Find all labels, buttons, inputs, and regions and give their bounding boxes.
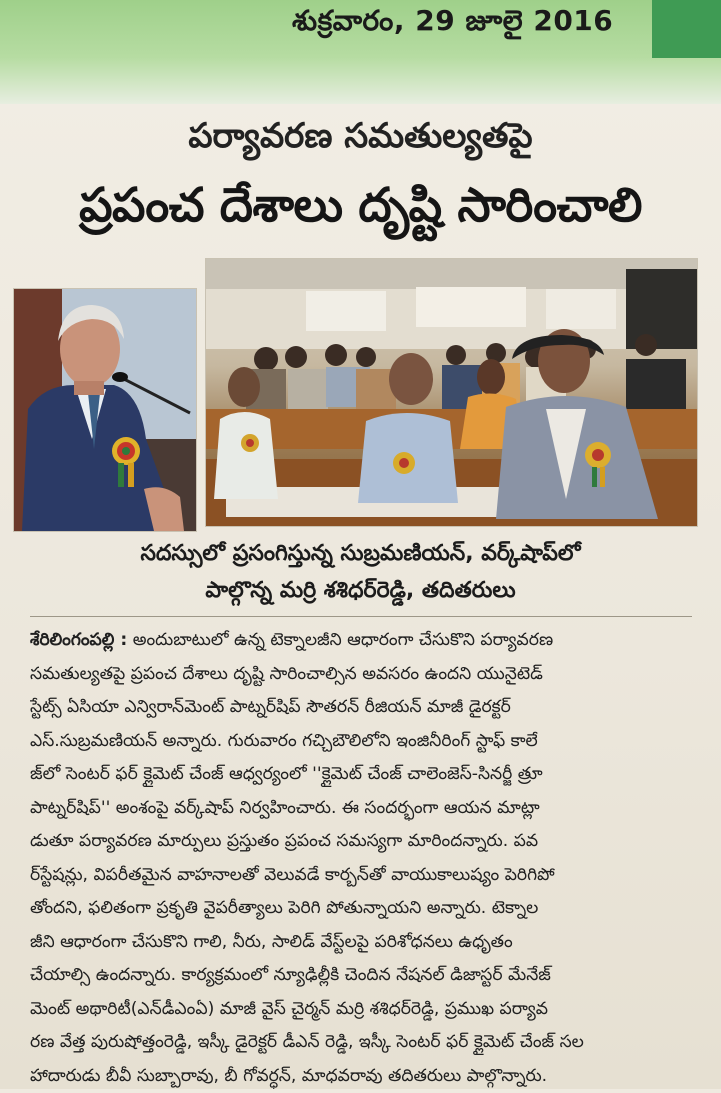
caption-divider: [30, 616, 692, 617]
publication-date: శుక్రవారం, 29 జూలై 2016: [292, 4, 613, 44]
article-line: జీని ఆధారంగా చేసుకొని గాలి, నీరు, సాలిడ్ వేస్ట్‌లపై పరిశోధనలు ఉధృతం: [30, 926, 695, 960]
workshop-audience-photo: [206, 259, 697, 526]
article-line: ర్‌స్టేషన్లు, విపరీతమైన వాహనాలతో వెలువడే కార్బన్‌తో వాయుకాలుష్యం పెరిగిపో: [30, 859, 695, 893]
article-line: పాట్నర్‌షిప్'' అంశంపై వర్క్‌షాప్ నిర్వహించారు. ఈ సందర్భంగా ఆయన మాట్లా: [30, 792, 695, 826]
article-line: డుతూ పర్యావరణ మార్పులు ప్రస్తుతం ప్రపంచ సమస్యగా మారిందన్నారు. పవ: [30, 825, 695, 859]
photo-caption-line-2: పాల్గొన్న మర్రి శశిధర్‌రెడ్డి, తదితరులు: [0, 578, 721, 608]
speaker-photo: [14, 289, 196, 531]
article-line: స్టేట్స్ ఏసియా ఎన్విరాన్‌మెంట్ పాట్నర్‌షిప్ సౌతరన్ రీజియన్ మాజీ డైరక్టర్: [30, 691, 695, 725]
headline: ప్రపంచ దేశాలు దృష్టి సారించాలి: [0, 178, 721, 244]
article-line: మెంట్ అథారిటీ(ఎన్‌డీఎంఏ) మాజీ వైస్ చైర్మన్ మర్రి శశిధర్‌రెడ్డి, ప్రముఖ పర్యావ: [30, 993, 695, 1027]
header-accent-block: [652, 0, 721, 58]
article-line: జ్‌లో సెంటర్ ఫర్ క్లైమెట్ చేంజ్ ఆధ్వర్యంలో ''క్లైమెట్ చేంజ్ చాలెంజెస్-సినర్జీ త్రూ: [30, 758, 695, 792]
article-line: రణ వేత్త పురుషోత్తంరెడ్డి, ఇస్కీ డైరెక్టర్ డీఎన్ రెడ్డి, ఇస్కీ సెంటర్ ఫర్ క్లైమెట్ చేంజ్ సల: [30, 1026, 695, 1060]
article-line: చేయాల్సి ఉందన్నారు. కార్యక్రమంలో న్యూఢిల్లీకి చెందిన నేషనల్ డిజాస్టర్ మేనేజ్: [30, 959, 695, 993]
article-line: ఎస్.సుబ్రమణియన్ అన్నారు. గురువారం గచ్చిబౌలిలోని ఇంజినీరింగ్ స్టాఫ్ కాలే: [30, 725, 695, 759]
article-body: [30, 624, 695, 1093]
article-line: తోందని, ఫలితంగా ప్రకృతి వైపరీత్యాలు పెరిగి పోతున్నాయని అన్నారు. టెక్నాల: [30, 892, 695, 926]
photo-caption-line-1: సదస్సులో ప్రసంగిస్తున్న సుబ్రమణియన్, వర్క్‌షాప్‌లో: [0, 541, 721, 571]
article-line: శేరిలింగంపల్లి : అందుబాటులో ఉన్న టెక్నాలజీని ఆధారంగా చేసుకొని పర్యావరణ: [30, 624, 695, 658]
article-line: హాదారుడు బీవీ సుబ్బారావు, బీ గోవర్ధన్, మాధవరావు తదితరులు పాల్గొన్నారు.: [30, 1060, 695, 1093]
article-line: సమతుల్యతపై ప్రపంచ దేశాలు దృష్టి సారించాల్సిన అవసరం ఉందని యునైటెడ్: [30, 658, 695, 692]
headline-kicker: పర్యావరణ సమతుల్యతపై: [0, 116, 721, 164]
article-dateline: శేరిలింగంపల్లి :: [30, 630, 127, 650]
